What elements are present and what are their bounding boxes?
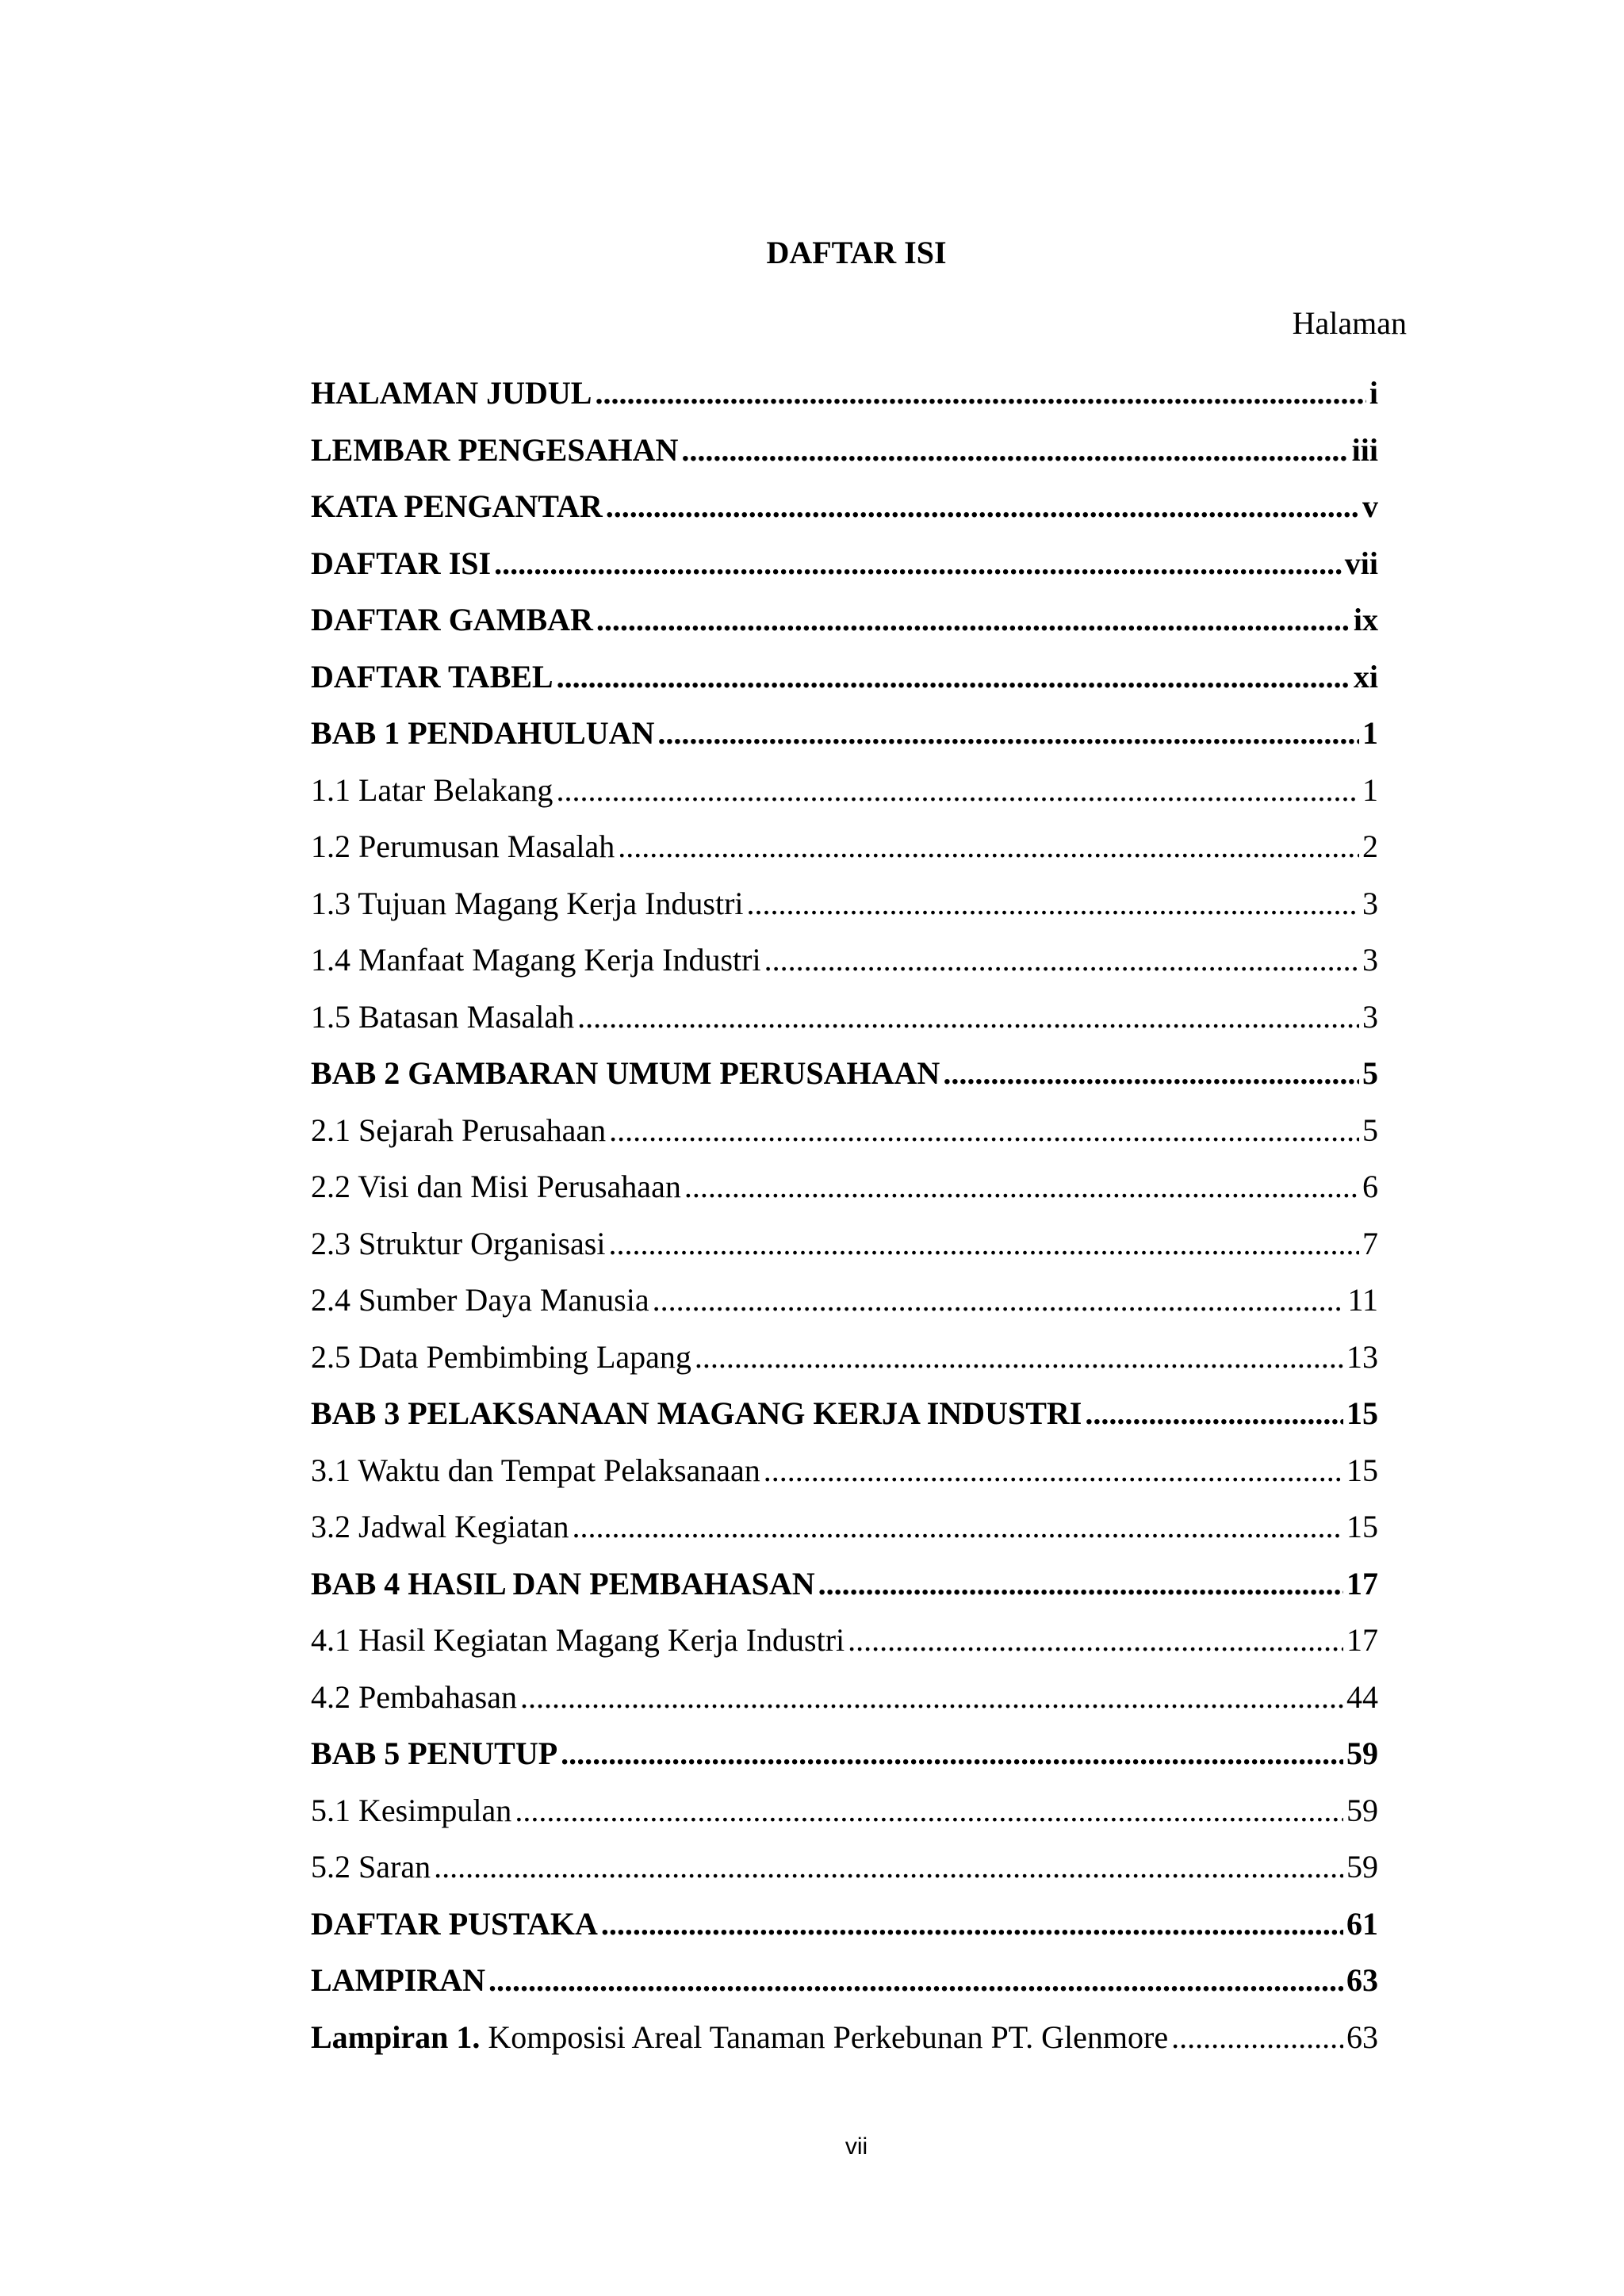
toc-entry-page: iii — [1351, 431, 1378, 468]
toc-entry-page: 61 — [1346, 1905, 1378, 1942]
toc-entry-title: DAFTAR PUSTAKA — [311, 1905, 598, 1942]
toc-entry-title: 1.2 Perumusan Masalah — [311, 828, 615, 864]
dot-leader — [657, 712, 1359, 755]
toc-entry-title: 2.4 Sumber Daya Manusia — [311, 1282, 649, 1318]
toc-entry-title: BAB 3 PELAKSANAAN MAGANG KERJA INDUSTRI — [311, 1395, 1082, 1431]
toc-entry-title: LAMPIRAN — [311, 1962, 485, 1998]
toc-entry-page: vii — [1344, 545, 1378, 581]
toc-entry-title: 1.3 Tujuan Magang Kerja Industri — [311, 885, 744, 921]
toc-entry-title: DAFTAR ISI — [311, 545, 492, 581]
page-number-footer: vii — [845, 2133, 868, 2160]
dot-leader — [943, 1052, 1359, 1095]
toc-entry-page: ix — [1353, 602, 1378, 637]
toc-entry-lampiran[interactable] — [311, 1959, 1378, 2016]
dot-leader — [609, 1109, 1359, 1152]
toc-entry-1-4[interactable] — [311, 939, 1378, 996]
toc-entry-4-2[interactable] — [311, 1676, 1378, 1733]
toc-entry-page: 5 — [1362, 1112, 1378, 1148]
dot-leader — [606, 485, 1359, 528]
toc-entry-1-5[interactable] — [311, 996, 1378, 1053]
dot-leader — [764, 939, 1359, 982]
toc-entry-title: 5.2 Saran — [311, 1849, 431, 1885]
toc-entry-page: 63 — [1346, 1962, 1378, 1998]
toc-entry-bab-2[interactable] — [311, 1052, 1378, 1109]
toc-entry-5-1[interactable] — [311, 1789, 1378, 1846]
toc-entry-page: 44 — [1346, 1678, 1378, 1715]
dot-leader — [681, 429, 1348, 472]
toc-entry-bab-1[interactable] — [311, 712, 1378, 769]
toc-entry-title: 2.3 Struktur Organisasi — [311, 1225, 606, 1261]
toc-entry-page: xi — [1353, 658, 1378, 695]
toc-entry-daftar-tabel[interactable] — [311, 656, 1378, 713]
toc-entry-page: 3 — [1362, 998, 1378, 1035]
toc-entry-title: 1.5 Batasan Masalah — [311, 998, 575, 1035]
toc-entry-title: 1.4 Manfaat Magang Kerja Industri — [311, 942, 761, 978]
toc-entry-title: 5.1 Kesimpulan — [311, 1792, 512, 1828]
toc-entry-title: 4.1 Hasil Kegiatan Magang Kerja Industri — [311, 1622, 845, 1658]
dot-leader — [684, 1165, 1359, 1208]
toc-entry-5-2[interactable] — [311, 1846, 1378, 1903]
toc-entry-lembar-pengesahan[interactable] — [311, 429, 1378, 486]
toc-entry-page: 59 — [1346, 1849, 1378, 1885]
toc-entry-title: DAFTAR TABEL — [311, 658, 553, 695]
toc-entry-daftar-gambar[interactable] — [311, 599, 1378, 656]
page-column-label: Halaman — [1292, 305, 1407, 341]
toc-entry-page: i — [1369, 375, 1378, 411]
toc-entry-title: 2.1 Sejarah Perusahaan — [311, 1112, 607, 1148]
toc-entry-page: 1 — [1362, 715, 1378, 751]
toc-entry-page: 15 — [1346, 1452, 1378, 1488]
dot-leader — [596, 599, 1350, 641]
toc-entry-kata-pengantar[interactable] — [311, 485, 1378, 542]
toc-entry-title: HALAMAN JUDUL — [311, 375, 592, 411]
dot-leader — [577, 996, 1359, 1039]
dot-leader — [515, 1789, 1343, 1832]
toc-entry-halaman-judul[interactable] — [311, 372, 1378, 429]
dot-leader — [818, 1563, 1343, 1605]
toc-entry-1-2[interactable] — [311, 825, 1378, 882]
toc-entry-page: 15 — [1346, 1395, 1378, 1431]
toc-entry-page: 13 — [1346, 1338, 1378, 1375]
toc-entry-2-4[interactable] — [311, 1279, 1378, 1336]
toc-entry-page: 59 — [1346, 1792, 1378, 1828]
toc-entry-title — [311, 2016, 1171, 2059]
dot-leader — [653, 1279, 1345, 1322]
dot-leader — [695, 1336, 1343, 1379]
dot-leader — [494, 542, 1342, 585]
toc-entry-title: LEMBAR PENGESAHAN — [311, 431, 679, 468]
toc-entry-title: BAB 4 HASIL DAN PEMBAHASAN — [311, 1565, 815, 1601]
dot-leader — [1085, 1392, 1343, 1435]
dot-leader — [618, 825, 1359, 868]
toc-entry-daftar-isi[interactable] — [311, 542, 1378, 599]
toc-entry-page: 3 — [1362, 885, 1378, 921]
toc-entry-title: 3.2 Jadwal Kegiatan — [311, 1509, 569, 1544]
dot-leader — [572, 1506, 1343, 1548]
toc-entry-title: BAB 5 PENUTUP — [311, 1735, 558, 1771]
toc-entry-daftar-pustaka[interactable] — [311, 1903, 1378, 1960]
toc-entry-title: 1.1 Latar Belakang — [311, 771, 553, 808]
toc-entry-title-text: Komposisi Areal Tanaman Perkebunan PT. Glenmore — [488, 2019, 1169, 2055]
toc-entry-2-2[interactable] — [311, 1165, 1378, 1223]
dot-leader — [764, 1449, 1343, 1492]
toc-entry-1-1[interactable] — [311, 769, 1378, 826]
toc-entry-prefix: Lampiran 1. — [311, 2019, 481, 2055]
dot-leader — [520, 1676, 1343, 1719]
toc-entry-4-1[interactable] — [311, 1619, 1378, 1676]
dot-leader — [561, 1732, 1343, 1775]
toc-entry-page: 6 — [1362, 1169, 1378, 1204]
toc-entry-2-5[interactable] — [311, 1336, 1378, 1393]
toc-entry-page: 5 — [1362, 1055, 1378, 1091]
toc-entry-title: 2.2 Visi dan Misi Perusahaan — [311, 1169, 681, 1204]
toc-entry-title: DAFTAR GAMBAR — [311, 602, 593, 637]
toc-entry-page: 63 — [1346, 2019, 1378, 2055]
dot-leader — [488, 1959, 1343, 2002]
page-title: DAFTAR ISI — [766, 235, 947, 270]
toc-entry-page: v — [1362, 488, 1378, 524]
toc-entry-page: 7 — [1362, 1225, 1378, 1261]
toc-entry-page: 17 — [1346, 1565, 1378, 1601]
dot-leader — [601, 1903, 1343, 1946]
toc-entry-title: KATA PENGANTAR — [311, 488, 603, 524]
table-of-contents — [311, 372, 1378, 2072]
dot-leader — [1171, 2016, 1343, 2059]
dot-leader — [556, 769, 1359, 812]
toc-entry-page: 59 — [1346, 1735, 1378, 1771]
toc-entry-title: BAB 2 GAMBARAN UMUM PERUSAHAAN — [311, 1055, 940, 1091]
dot-leader — [434, 1846, 1343, 1888]
toc-entry-2-3[interactable] — [311, 1223, 1378, 1280]
toc-entry-2-1[interactable] — [311, 1109, 1378, 1166]
toc-entry-page: 2 — [1362, 828, 1378, 864]
toc-entry-title: 2.5 Data Pembimbing Lapang — [311, 1338, 691, 1375]
toc-entry-page: 17 — [1346, 1622, 1378, 1658]
toc-entry-page: 1 — [1362, 771, 1378, 808]
toc-entry-3-1[interactable] — [311, 1449, 1378, 1506]
toc-entry-title: 4.2 Pembahasan — [311, 1678, 517, 1715]
toc-entry-title: BAB 1 PENDAHULUAN — [311, 715, 655, 751]
toc-entry-page: 3 — [1362, 942, 1378, 978]
toc-entry-1-3[interactable] — [311, 882, 1378, 939]
toc-entry-bab-3[interactable] — [311, 1392, 1378, 1449]
toc-entry-page: 15 — [1346, 1509, 1378, 1544]
dot-leader — [608, 1223, 1359, 1265]
toc-entry-title: 3.1 Waktu dan Tempat Pelaksanaan — [311, 1452, 760, 1488]
dot-leader — [557, 656, 1350, 698]
toc-entry-bab-5[interactable] — [311, 1732, 1378, 1789]
toc-entry-lampiran-1[interactable] — [311, 2016, 1378, 2073]
toc-entry-bab-4[interactable] — [311, 1563, 1378, 1620]
dot-leader — [595, 372, 1365, 415]
dot-leader — [848, 1619, 1343, 1662]
toc-entry-page: 11 — [1347, 1282, 1378, 1318]
toc-entry-3-2[interactable] — [311, 1506, 1378, 1563]
dot-leader — [747, 882, 1359, 925]
